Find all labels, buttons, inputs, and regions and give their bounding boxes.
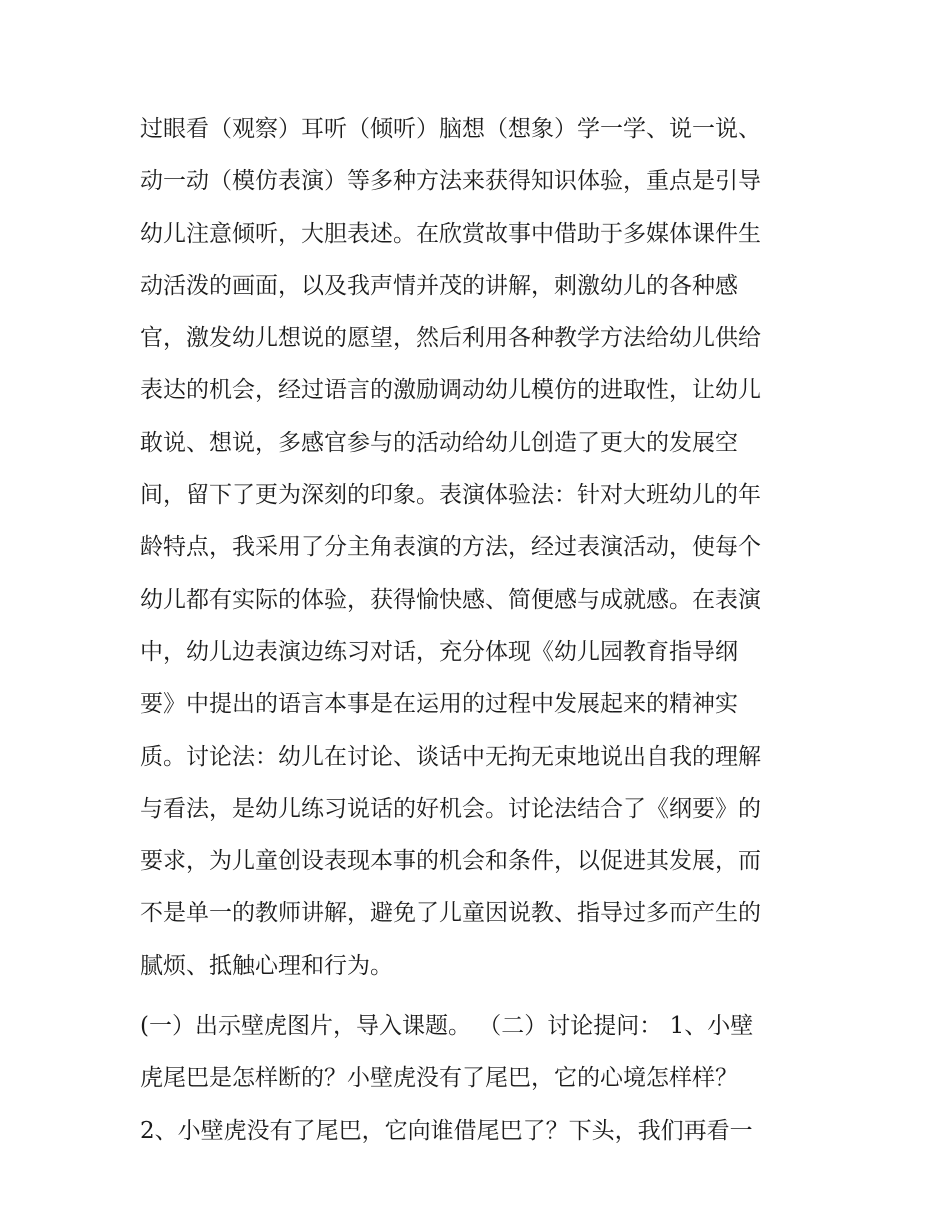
text-line: 表达的机会，经过语言的激励调动幼儿模仿的进取性，让幼儿 [140,377,761,404]
paragraph-gap [140,992,820,1000]
text-line: 中，幼儿边表演边练习对话，充分体现《幼儿园教育指导纲 [140,638,738,665]
text-line: 敢说、想说，多感官参与的活动给幼儿创造了更大的发展空 [140,429,738,456]
text-line: 过眼看（观察）耳听（倾听）脑想（想象）学一学、说一说、 [140,116,761,142]
text-line: 龄特点，我采用了分主角表演的方法，经过表演活动，使每个 [140,534,761,561]
text-line: 不是单一的教师讲解，避免了儿童因说教、指导过多而产生的 [140,900,761,927]
paragraph-2 [140,1000,820,1157]
text-line: (一）出示壁虎图片，导入课题。 （二）讨论提问： 1、小壁 [140,1013,754,1040]
text-line: 要》中提出的语言本事是在运用的过程中发展起来的精神实 [140,691,738,718]
text-line: 幼儿都有实际的体验，获得愉快感、简便感与成就感。在表演 [140,586,761,613]
text-line: 动活泼的画面，以及我声情并茂的讲解，刺激幼儿的各种感 [140,272,738,299]
text-line: 腻烦、抵触心理和行为。 [140,952,393,979]
paragraph-1 [140,103,820,992]
text-line: 官，激发幼儿想说的愿望，然后利用各种教学方法给幼儿供给 [140,325,761,352]
text-line: 与看法，是幼儿练习说话的好机会。讨论法结合了《纲要》的 [140,795,761,822]
text-line: 幼儿注意倾听，大胆表述。在欣赏故事中借助于多媒体课件生 [140,220,761,247]
text-line: 虎尾巴是怎样断的？小壁虎没有了尾巴，它的心境怎样样？ [140,1065,738,1092]
body-text [140,103,820,1157]
text-line: 质。讨论法：幼儿在讨论、谈话中无拘无束地说出自我的理解 [140,743,761,770]
text-line: 要求，为儿童创设表现本事的机会和条件，以促进其发展，而 [140,848,761,875]
text-line: 2、小壁虎没有了尾巴，它向谁借尾巴了？下头，我们再看一 [140,1117,753,1144]
text-line: 动一动（模仿表演）等多种方法来获得知识体验，重点是引导 [140,168,761,195]
text-line: 间，留下了更为深刻的印象。表演体验法：针对大班幼儿的年 [140,482,761,509]
